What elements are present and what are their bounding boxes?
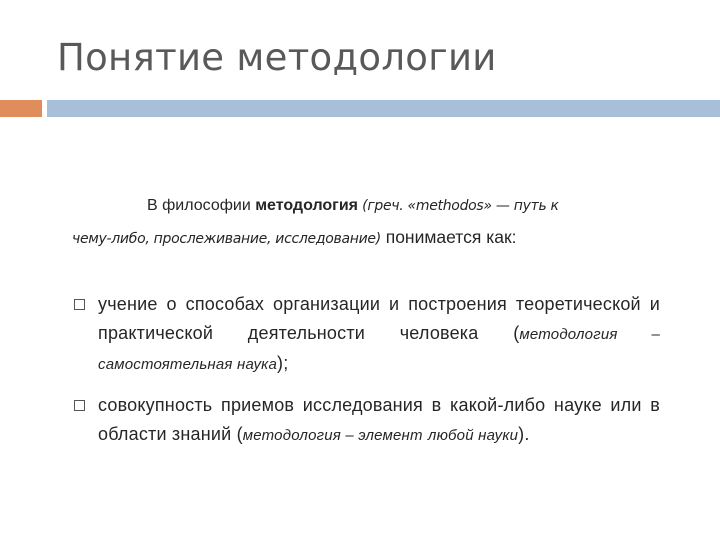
bullet-note-continued: любой науки [427, 427, 519, 444]
intro-etymology-1: (греч. «methodos» — путь к [358, 198, 559, 214]
intro-tail: понимается как: [380, 227, 517, 247]
bullet-note: методология – элемент [242, 427, 423, 444]
list-item [72, 290, 660, 379]
title-accent-blue [47, 100, 720, 117]
square-bullet-icon [74, 400, 85, 411]
bullet-end: ). [518, 424, 530, 444]
bullet-text: учение о способах организации и построения теоретической и практической деятельности человека ( [98, 294, 660, 343]
bullet-text: совокупность приемов исследования в какой-либо науке или в области знаний ( [98, 395, 660, 444]
list-item [72, 391, 660, 450]
slide-title: Понятие методологии [57, 36, 497, 79]
definition-list [72, 290, 660, 462]
intro-term: методология [255, 197, 359, 214]
intro-etymology-2: чему-либо, прослеживание, исследование) [72, 231, 381, 247]
intro-paragraph [72, 190, 672, 255]
bullet-note: методология – самостоятельная наука [98, 326, 660, 373]
square-bullet-icon [74, 299, 85, 310]
intro-lead: В философии [147, 197, 256, 214]
bullet-end: ); [277, 353, 289, 373]
title-accent-orange [0, 100, 42, 117]
